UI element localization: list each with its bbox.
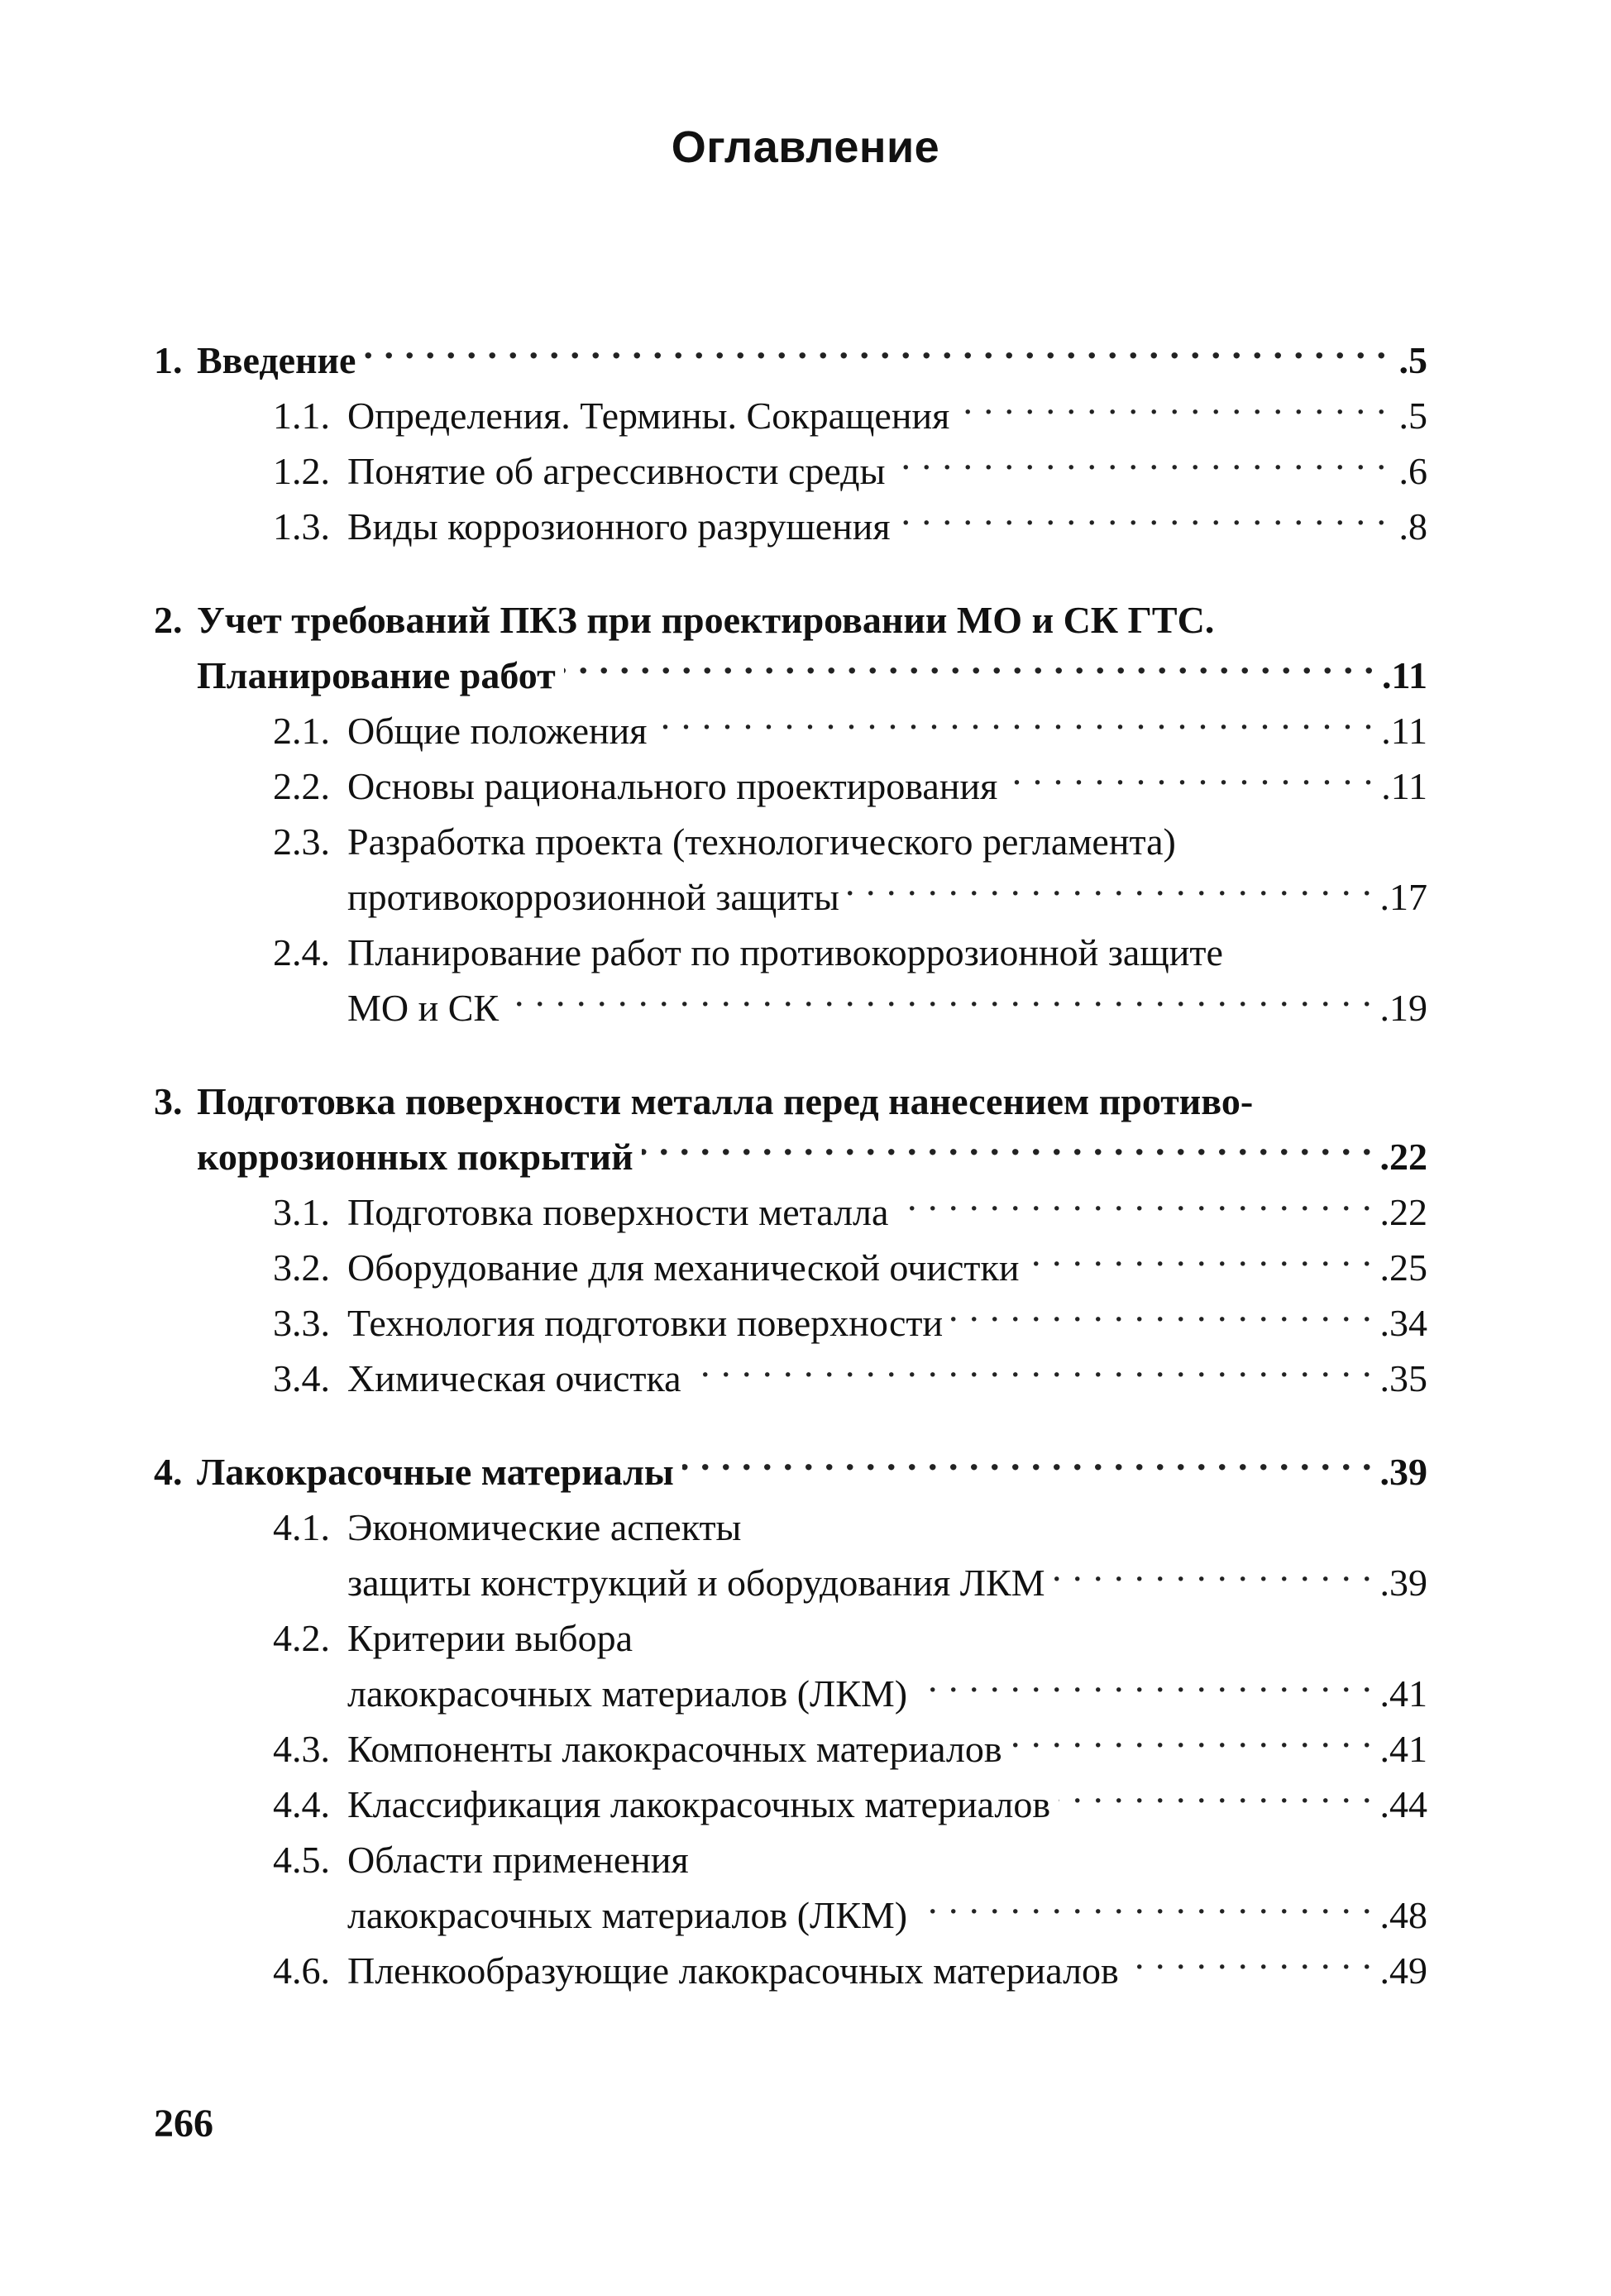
toc-entry-line bbox=[154, 388, 1427, 443]
toc-entry-number: 4.2. bbox=[273, 1617, 330, 1659]
dot-leader bbox=[1127, 1945, 1372, 1983]
toc-entry-page: .5 bbox=[1398, 395, 1427, 437]
toc-entry-number: 3.4. bbox=[273, 1357, 330, 1399]
toc-entry-title: Оборудование для механической очистки bbox=[347, 1246, 1020, 1289]
toc-section-entry bbox=[154, 443, 1427, 499]
toc-entry-title: Планирование работ bbox=[197, 654, 556, 696]
toc-entry-title: противокоррозионной защиты bbox=[347, 876, 839, 918]
toc-entry-line bbox=[154, 1444, 1427, 1500]
dot-leader bbox=[848, 872, 1372, 910]
toc-entry-title: Области применения bbox=[347, 1839, 689, 1881]
toc-entry-title: Определения. Термины. Сокращения bbox=[347, 395, 950, 437]
dot-leader bbox=[507, 983, 1371, 1021]
toc-entry-line bbox=[154, 332, 1427, 388]
toc-entry-line bbox=[154, 499, 1427, 554]
toc-entry-number: 2. bbox=[154, 599, 183, 641]
toc-entry-title: Компоненты лакокрасочных материалов bbox=[347, 1728, 1002, 1770]
toc-entry-page: .5 bbox=[1398, 339, 1427, 381]
dot-leader bbox=[1027, 1242, 1371, 1280]
toc-entry-line bbox=[154, 1943, 1427, 1998]
toc-entry-page: .39 bbox=[1379, 1451, 1427, 1493]
dot-leader bbox=[690, 1353, 1372, 1391]
toc-chapter-block bbox=[154, 1444, 1427, 1998]
toc-entry-number: 4.5. bbox=[273, 1839, 330, 1881]
page-title: Оглавление bbox=[671, 122, 940, 172]
toc-entry-page: .11 bbox=[1381, 765, 1427, 807]
toc-entry-page: .48 bbox=[1379, 1894, 1427, 1936]
toc-entry-page: .8 bbox=[1398, 505, 1427, 548]
dot-leader bbox=[1011, 1724, 1372, 1762]
toc-section-entry bbox=[154, 1184, 1427, 1240]
toc-entry-line bbox=[154, 1500, 1427, 1555]
toc-section-entry bbox=[154, 1777, 1427, 1832]
toc-section-entry bbox=[154, 703, 1427, 758]
toc-entry-title: Химическая очистка bbox=[347, 1357, 681, 1399]
toc-entry-line bbox=[154, 1351, 1427, 1406]
toc-chapter-block bbox=[154, 332, 1427, 554]
toc-entry-page: .49 bbox=[1379, 1949, 1427, 1992]
toc-entry-line bbox=[154, 758, 1427, 814]
toc-entry-line bbox=[154, 1832, 1427, 1887]
dot-leader bbox=[915, 1668, 1371, 1706]
toc-entry-title: Понятие об агрессивности среды bbox=[347, 450, 886, 492]
toc-entry-title: Виды коррозионного разрушения bbox=[347, 505, 891, 548]
toc-entry-line bbox=[154, 869, 1427, 925]
dot-leader bbox=[1006, 761, 1373, 799]
toc-entry-title: МО и СК bbox=[347, 987, 500, 1029]
toc-entry-line bbox=[154, 1184, 1427, 1240]
page-number: 266 bbox=[154, 2102, 213, 2145]
toc-entry-number: 3. bbox=[154, 1080, 183, 1122]
toc-entry-page: .41 bbox=[1379, 1672, 1427, 1715]
toc-entry-number: 3.2. bbox=[273, 1246, 330, 1289]
toc-entry-line bbox=[154, 1555, 1427, 1610]
toc-entry-line bbox=[154, 1666, 1427, 1721]
toc-entry-page: .22 bbox=[1379, 1191, 1427, 1233]
toc-entry-title: коррозионных покрытий bbox=[197, 1136, 633, 1178]
toc-section-entry bbox=[154, 758, 1427, 814]
toc-entry-line bbox=[154, 1129, 1427, 1184]
toc-entry-line bbox=[154, 814, 1427, 869]
toc-entry-title: Подготовка поверхности металла перед нанесением противо- bbox=[197, 1080, 1254, 1122]
toc-chapter-entry bbox=[154, 332, 1427, 388]
toc-entry-page: .39 bbox=[1379, 1562, 1427, 1604]
toc-section-entry bbox=[154, 388, 1427, 443]
toc-entry-number: 4.3. bbox=[273, 1728, 330, 1770]
toc-entry-title: Общие положения bbox=[347, 710, 648, 752]
toc-entry-line bbox=[154, 592, 1427, 648]
toc-entry-title: защиты конструкций и оборудования ЛКМ bbox=[347, 1562, 1045, 1604]
toc-entry-number: 1.2. bbox=[273, 450, 330, 492]
toc-section-entry bbox=[154, 1721, 1427, 1777]
toc-entry-line bbox=[154, 1777, 1427, 1832]
toc-entry-line bbox=[154, 925, 1427, 980]
toc-chapter-entry bbox=[154, 1074, 1427, 1184]
toc-section-entry bbox=[154, 1295, 1427, 1351]
toc-section-entry bbox=[154, 1943, 1427, 1998]
toc-entry-title: Планирование работ по противокоррозионной защите bbox=[347, 931, 1223, 973]
toc-entry-page: .41 bbox=[1379, 1728, 1427, 1770]
toc-entry-title: Экономические аспекты bbox=[347, 1506, 742, 1548]
toc-section-entry bbox=[154, 1832, 1427, 1943]
toc-entry-line bbox=[154, 1721, 1427, 1777]
toc-entry-page: .11 bbox=[1381, 710, 1427, 752]
toc-chapter-block bbox=[154, 1074, 1427, 1406]
toc-section-entry bbox=[154, 1351, 1427, 1406]
toc-entry-page: .22 bbox=[1379, 1136, 1427, 1178]
dot-leader bbox=[951, 1298, 1371, 1336]
dot-leader bbox=[958, 390, 1386, 428]
toc-section-entry bbox=[154, 925, 1427, 1036]
table-of-contents bbox=[154, 332, 1427, 2036]
toc-entry-number: 2.1. bbox=[273, 710, 330, 752]
toc-entry-page: .11 bbox=[1382, 654, 1427, 696]
toc-entry-line bbox=[154, 1295, 1427, 1351]
toc-entry-line bbox=[154, 1240, 1427, 1295]
toc-entry-page: .17 bbox=[1379, 876, 1427, 918]
toc-entry-number: 2.4. bbox=[273, 931, 330, 973]
dot-leader bbox=[1054, 1557, 1372, 1595]
toc-entry-title: Классификация лакокрасочных материалов bbox=[347, 1783, 1051, 1825]
toc-section-entry bbox=[154, 1240, 1427, 1295]
toc-entry-line bbox=[154, 648, 1427, 703]
toc-section-entry bbox=[154, 1610, 1427, 1721]
toc-entry-number: 1. bbox=[154, 339, 183, 381]
toc-entry-title: лакокрасочных материалов (ЛКМ) bbox=[347, 1672, 908, 1715]
toc-section-entry bbox=[154, 1500, 1427, 1610]
dot-leader bbox=[564, 650, 1374, 688]
toc-entry-title: лакокрасочных материалов (ЛКМ) bbox=[347, 1894, 908, 1936]
toc-entry-title: Введение bbox=[197, 339, 356, 381]
toc-entry-number: 1.1. bbox=[273, 395, 330, 437]
toc-entry-number: 2.3. bbox=[273, 820, 330, 863]
toc-entry-page: .35 bbox=[1379, 1357, 1427, 1399]
toc-entry-number: 1.3. bbox=[273, 505, 330, 548]
dot-leader bbox=[894, 446, 1387, 484]
toc-entry-page: .44 bbox=[1379, 1783, 1427, 1825]
dot-leader bbox=[896, 1187, 1371, 1225]
toc-entry-page: .19 bbox=[1379, 987, 1427, 1029]
toc-entry-number: 3.3. bbox=[273, 1302, 330, 1344]
toc-chapter-entry bbox=[154, 592, 1427, 703]
toc-entry-title: Критерии выбора bbox=[347, 1617, 633, 1659]
toc-entry-line bbox=[154, 1887, 1427, 1943]
toc-entry-line bbox=[154, 703, 1427, 758]
dot-leader bbox=[899, 501, 1386, 539]
dot-leader bbox=[364, 335, 1386, 373]
toc-entry-number: 3.1. bbox=[273, 1191, 330, 1233]
dot-leader bbox=[642, 1131, 1372, 1170]
toc-entry-line bbox=[154, 1610, 1427, 1666]
toc-entry-number: 4.4. bbox=[273, 1783, 330, 1825]
dot-leader bbox=[682, 1447, 1372, 1485]
toc-entry-line bbox=[154, 980, 1427, 1036]
toc-entry-title: Разработка проекта (технологического регламента) bbox=[347, 820, 1176, 863]
toc-entry-page: .6 bbox=[1398, 450, 1427, 492]
toc-entry-line bbox=[154, 443, 1427, 499]
dot-leader bbox=[655, 706, 1373, 744]
toc-entry-number: 4.1. bbox=[273, 1506, 330, 1548]
toc-entry-title: Основы рационального проектирования bbox=[347, 765, 998, 807]
toc-entry-title: Лакокрасочные материалы bbox=[197, 1451, 674, 1493]
toc-entry-title: Технология подготовки поверхности bbox=[347, 1302, 944, 1344]
toc-section-entry bbox=[154, 499, 1427, 554]
toc-chapter-block bbox=[154, 592, 1427, 1036]
toc-entry-number: 4.6. bbox=[273, 1949, 330, 1992]
toc-chapter-entry bbox=[154, 1444, 1427, 1500]
toc-entry-number: 4. bbox=[154, 1451, 183, 1493]
dot-leader bbox=[915, 1890, 1371, 1928]
toc-entry-title: Учет требований ПКЗ при проектировании МО и СК ГТС. bbox=[197, 599, 1215, 641]
toc-entry-title: Подготовка поверхности металла bbox=[347, 1191, 889, 1233]
toc-entry-number: 2.2. bbox=[273, 765, 330, 807]
toc-section-entry bbox=[154, 814, 1427, 925]
toc-entry-title: Пленкообразующие лакокрасочных материалов bbox=[347, 1949, 1119, 1992]
toc-entry-page: .25 bbox=[1379, 1246, 1427, 1289]
toc-entry-page: .34 bbox=[1379, 1302, 1427, 1344]
toc-entry-line bbox=[154, 1074, 1427, 1129]
dot-leader bbox=[1059, 1779, 1371, 1817]
